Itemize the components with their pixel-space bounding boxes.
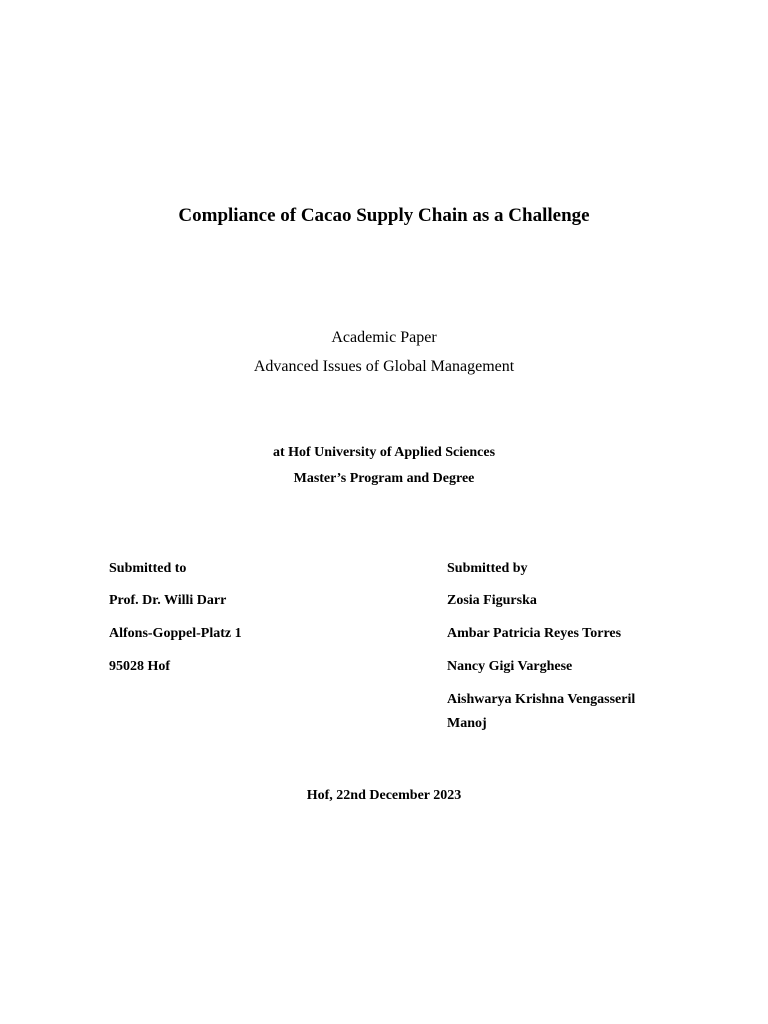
- submitted-to-heading: Submitted to: [109, 561, 187, 576]
- paper-title: Compliance of Cacao Supply Chain as a Challenge: [178, 205, 590, 226]
- author-name: Nancy Gigi Varghese: [447, 659, 573, 674]
- submission-date: Hof, 22nd December 2023: [306, 788, 462, 803]
- submitted-by-heading: Submitted by: [447, 561, 528, 576]
- author-name: Ambar Patricia Reyes Torres: [447, 626, 622, 641]
- author-name: Zosia Figurska: [447, 593, 537, 608]
- author-name: Aishwarya Krishna Vengasseril: [447, 692, 636, 707]
- submitted-to-line: Prof. Dr. Willi Darr: [109, 593, 227, 608]
- institution-name: at Hof University of Applied Sciences: [272, 445, 496, 460]
- course-name: Advanced Issues of Global Management: [253, 358, 515, 375]
- paper-type: Academic Paper: [331, 329, 437, 346]
- program-name: Master’s Program and Degree: [293, 471, 475, 486]
- submitted-to-line: Alfons-Goppel-Platz 1: [109, 626, 242, 641]
- author-name-continued: Manoj: [447, 716, 487, 731]
- submitted-to-line: 95028 Hof: [109, 659, 171, 674]
